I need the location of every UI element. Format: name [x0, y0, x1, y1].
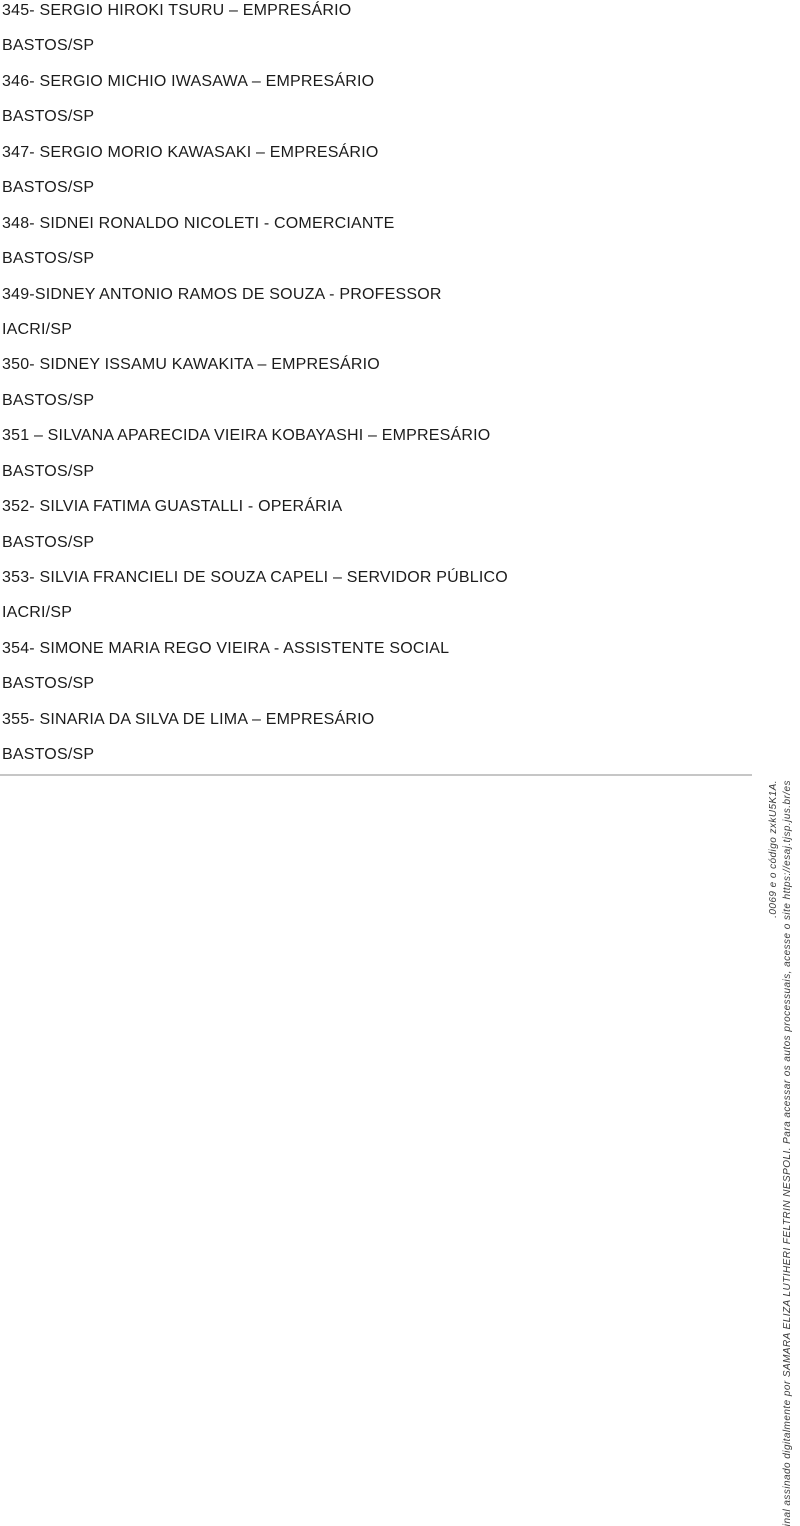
- list-entry-city: IACRI/SP: [2, 320, 73, 338]
- list-entry-line: 352- SILVIA FATIMA GUASTALLI - OPERÁRIA: [2, 498, 343, 516]
- list-entry-city: BASTOS/SP: [2, 250, 95, 268]
- verification-code-note: .0069 e o código zxkU5K1A.: [768, 780, 779, 918]
- list-entry-city: BASTOS/SP: [2, 108, 95, 126]
- list-entry-line: 351 – SILVANA APARECIDA VIEIRA KOBAYASHI – EMPRESÁRIO: [2, 427, 491, 445]
- digital-signature-note: inal assinado digitalmente por SAMARA ELIZA LUTIHERI FELTRIN NESPOLI. Para acessar os autos processuais, acesse o site https://esaj.tjsp.jus.br/es: [782, 780, 793, 1526]
- list-entry-line: 346- SERGIO MICHIO IWASAWA – EMPRESÁRIO: [2, 72, 375, 90]
- list-entry-line: 350- SIDNEY ISSAMU KAWAKITA – EMPRESÁRIO: [2, 356, 380, 374]
- name-list: [2, 0, 740, 773]
- list-entry-line: 347- SERGIO MORIO KAWASAKI – EMPRESÁRIO: [2, 143, 379, 161]
- list-entry-city: BASTOS/SP: [2, 462, 95, 480]
- list-entry-city: BASTOS/SP: [2, 675, 95, 693]
- list-entry-city: BASTOS/SP: [2, 391, 95, 409]
- list-entry-city: BASTOS/SP: [2, 533, 95, 551]
- list-entry-city: IACRI/SP: [2, 604, 73, 622]
- list-entry-line: 353- SILVIA FRANCIELI DE SOUZA CAPELI – SERVIDOR PÚBLICO: [2, 569, 508, 586]
- list-entry-line: 354- SIMONE MARIA REGO VIEIRA - ASSISTENTE SOCIAL: [2, 639, 450, 657]
- list-entry-city: BASTOS/SP: [2, 37, 95, 55]
- list-entry-line: 349-SIDNEY ANTONIO RAMOS DE SOUZA - PROFESSOR: [2, 285, 442, 303]
- list-entry-line: 348- SIDNEI RONALDO NICOLETI - COMERCIANTE: [2, 214, 395, 232]
- list-entry-line: 355- SINARIA DA SILVA DE LIMA – EMPRESÁRIO: [2, 710, 375, 728]
- list-entry-line: 345- SERGIO HIROKI TSURU – EMPRESÁRIO: [2, 2, 352, 19]
- footer-divider: [0, 774, 752, 776]
- list-entry-city: BASTOS/SP: [2, 179, 95, 197]
- list-entry-city: BASTOS/SP: [2, 746, 95, 764]
